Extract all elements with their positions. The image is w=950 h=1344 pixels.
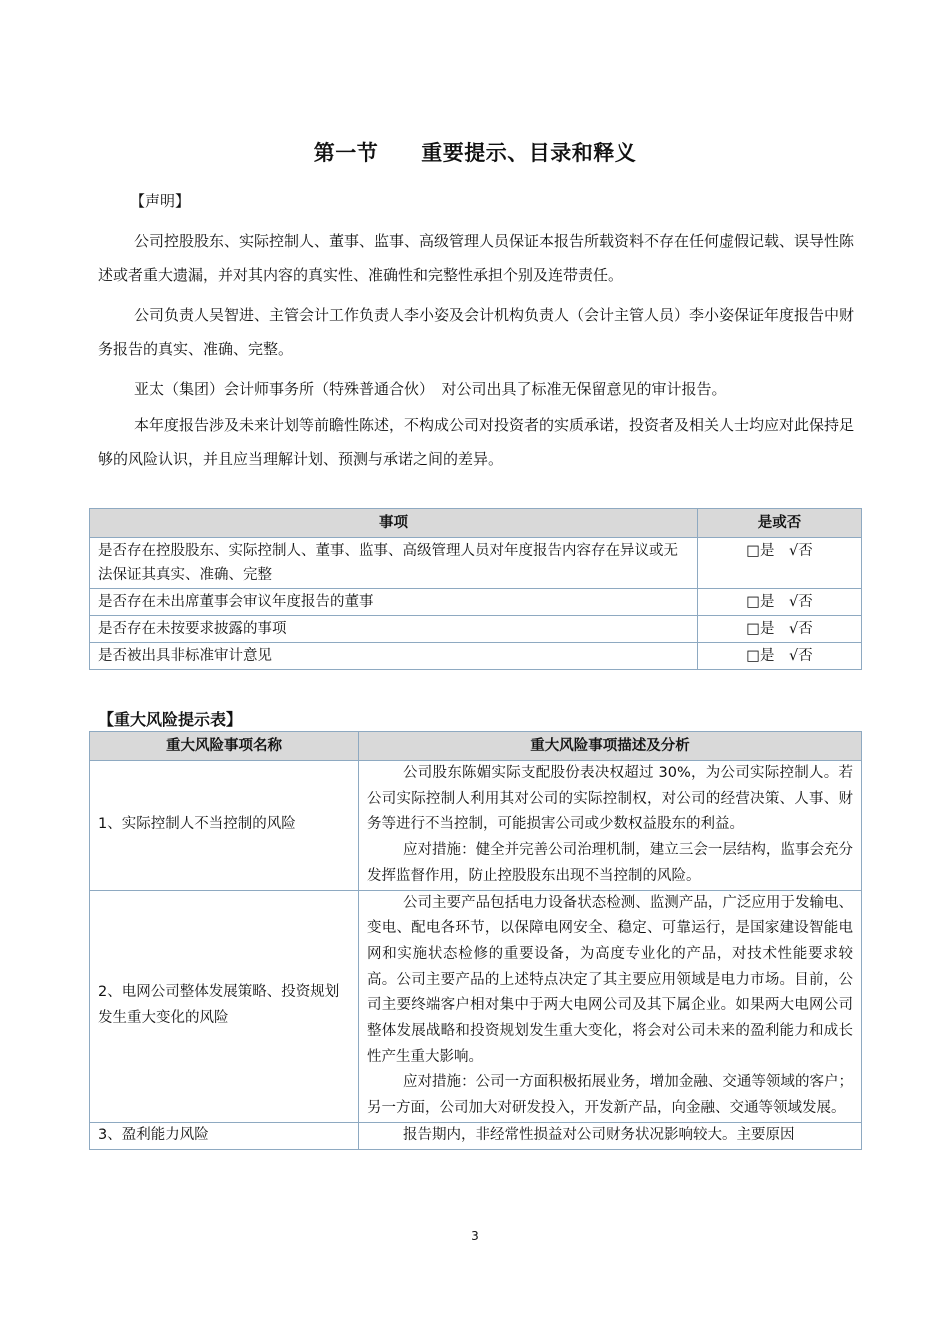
matters-table: [89, 508, 862, 670]
risk-description-paragraph: 公司主要产品包括电力设备状态检测、监测产品，广泛应用于发输电、变电、配电各环节，以保障电网安全、稳定、可靠运行，是国家建设智能电网和实施状态检修的重要设备，为高度专业化的产品，对技术性能要求较高。公司主要产品的上述特点决定了其主要应用领域是电力市场。目前，公司主要终端客户相对集中于两大电网公司及其下属企业。如果两大电网公司整体发展战略和投资规划发生重大变化，将会对公司未来的盈利能力和成长性产生重大影响。: [367, 894, 853, 1065]
declaration-paragraph: 本年度报告涉及未来计划等前瞻性陈述，不构成公司对投资者的实质承诺，投资者及相关人士均应对此保持足够的风险认识，并且应当理解计划、预测与承诺之间的差异。: [98, 416, 855, 468]
matter-item: 是否存在控股股东、实际控制人、董事、监事、高级管理人员对年度报告内容存在异议或无法保证其真实、准确、完整: [90, 538, 698, 589]
matter-answer: □是 √否: [698, 589, 862, 616]
matter-answer: □是 √否: [698, 538, 862, 589]
risk-table: [89, 731, 862, 1150]
declaration-paragraph: 公司控股股东、实际控制人、董事、监事、高级管理人员保证本报告所载资料不存在任何虚假记载、误导性陈述或者重大遗漏，并对其内容的真实性、准确性和完整性承担个别及连带责任。: [98, 232, 855, 284]
column-header: 是或否: [698, 509, 862, 538]
table-row: [90, 538, 862, 589]
risk-name: 1、实际控制人不当控制的风险: [90, 761, 359, 891]
risk-description-paragraph: 公司股东陈媚实际支配股份表决权超过 30%，为公司实际控制人。若公司实际控制人利用其对公司的实际控制权，对公司的经营决策、人事、财务等进行不当控制，可能损害公司或少数权益股东的利益。: [367, 765, 853, 833]
column-header: 重大风险事项名称: [90, 732, 359, 761]
table-header-row: [90, 509, 862, 538]
risk-table-heading: 【重大风险提示表】: [98, 710, 243, 729]
column-header: 重大风险事项描述及分析: [359, 732, 862, 761]
matter-answer: □是 √否: [698, 643, 862, 670]
column-header: 事项: [90, 509, 698, 538]
matter-answer: □是 √否: [698, 616, 862, 643]
matter-item: 是否存在未出席董事会审议年度报告的董事: [90, 589, 698, 616]
declaration-paragraph: 公司负责人吴智进、主管会计工作负责人李小姿及会计机构负责人（会计主管人员）李小姿保证年度报告中财务报告的真实、准确、完整。: [98, 306, 855, 358]
page-number: 3: [471, 1229, 479, 1243]
table-row: [90, 1122, 862, 1149]
table-header-row: [90, 732, 862, 761]
risk-name: 3、盈利能力风险: [90, 1122, 359, 1149]
risk-countermeasure: 应对措施：公司一方面积极拓展业务，增加金融、交通等领域的客户；另一方面，公司加大对研发投入，开发新产品，向金融、交通等领域发展。: [367, 1074, 853, 1117]
table-row: [90, 890, 862, 1122]
risk-name: 2、电网公司整体发展策略、投资规划发生重大变化的风险: [90, 890, 359, 1122]
declaration-paragraph: 亚太（集团）会计师事务所（特殊普通合伙） 对公司出具了标准无保留意见的审计报告。: [134, 380, 727, 398]
table-row: [90, 643, 862, 670]
risk-description: [359, 890, 862, 1122]
matter-item: 是否存在未按要求披露的事项: [90, 616, 698, 643]
risk-countermeasure: 应对措施：健全并完善公司治理机制，建立三会一层结构，监事会充分发挥监督作用，防止控股股东出现不当控制的风险。: [367, 842, 853, 884]
section-title: 第一节 重要提示、目录和释义: [313, 141, 637, 165]
table-row: [90, 761, 862, 891]
matter-item: 是否被出具非标准审计意见: [90, 643, 698, 670]
declaration-heading: 【声明】: [130, 192, 191, 210]
table-row: [90, 589, 862, 616]
risk-description: [359, 761, 862, 891]
table-row: [90, 616, 862, 643]
risk-description-paragraph: 报告期内，非经常性损益对公司财务状况影响较大。主要原因: [403, 1126, 795, 1143]
risk-description: [359, 1122, 862, 1149]
